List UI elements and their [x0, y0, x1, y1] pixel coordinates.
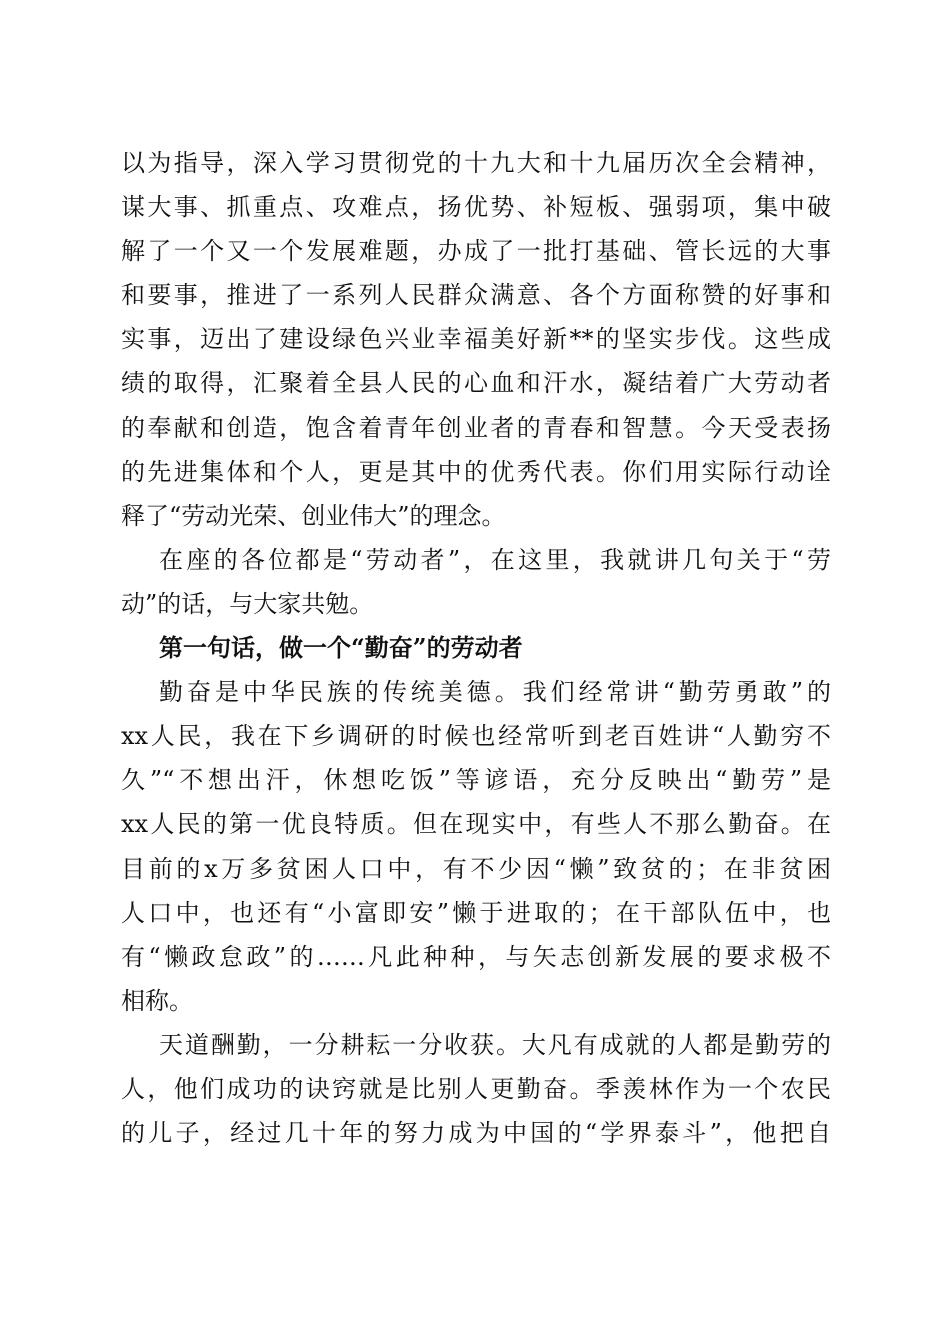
paragraph-line: 释了“劳动光荣、创业伟大”的理念。: [121, 501, 506, 530]
section-heading: 第一句话，做一个“勤奋”的劳动者: [159, 633, 523, 663]
paragraph-line: 的奉献和创造，饱含着青年创业者的青春和智慧。今天受表扬: [121, 413, 831, 442]
paragraph-line: 有“懒政怠政”的……凡此种种，与矢志创新发展的要求极不: [121, 942, 831, 971]
paragraph-line: xx人民，我在下乡调研的时候也经常听到老百姓讲“人勤穷不: [121, 722, 831, 751]
paragraph-line: 实事，迈出了建设绿色兴业幸福美好新**的坚实步伐。这些成: [121, 325, 831, 354]
paragraph-line: 相称。: [121, 986, 193, 1015]
paragraph-line: 动”的话，与大家共勉。: [121, 589, 374, 618]
paragraph-line: 以为指导，深入学习贯彻党的十九大和十九届历次全会精神，: [121, 149, 831, 177]
paragraph-line: 人，他们成功的诀窍就是比别人更勤奋。季羡林作为一个农民: [121, 1074, 831, 1103]
paragraph-line: 的儿子，经过几十年的努力成为中国的“学界泰斗”，他把自: [121, 1119, 831, 1148]
paragraph-line: 绩的取得，汇聚着全县人民的心血和汗水，凝结着广大劳动者: [121, 369, 831, 398]
paragraph-line: 天道酬勤，一分耕耘一分收获。大凡有成就的人都是勤劳的: [159, 1030, 831, 1059]
paragraph-line: 在座的各位都是“劳动者”，在这里，我就讲几句关于“劳: [159, 545, 831, 574]
document-body: [121, 141, 831, 1155]
paragraph-line: 解了一个又一个发展难题，办成了一批打基础、管长远的大事: [121, 237, 831, 266]
paragraph-line: 勤奋是中华民族的传统美德。我们经常讲“勤劳勇敢”的: [159, 678, 831, 707]
paragraph-line: 人口中，也还有“小富即安”懒于进取的；在干部队伍中，也: [121, 898, 831, 927]
paragraph-line: 目前的x万多贫困人口中，有不少因“懒”致贫的；在非贫困: [121, 854, 831, 883]
paragraph-line: 久”“不想出汗，休想吃饭”等谚语，充分反映出“勤劳”是: [121, 766, 831, 795]
paragraph-line: 的先进集体和个人，更是其中的优秀代表。你们用实际行动诠: [121, 457, 831, 486]
paragraph-line: 和要事，推进了一系列人民群众满意、各个方面称赞的好事和: [121, 281, 831, 310]
paragraph-line: xx人民的第一优良特质。但在现实中，有些人不那么勤奋。在: [121, 810, 831, 839]
paragraph-line: 谋大事、抓重点、攻难点，扬优势、补短板、强弱项，集中破: [121, 193, 831, 222]
